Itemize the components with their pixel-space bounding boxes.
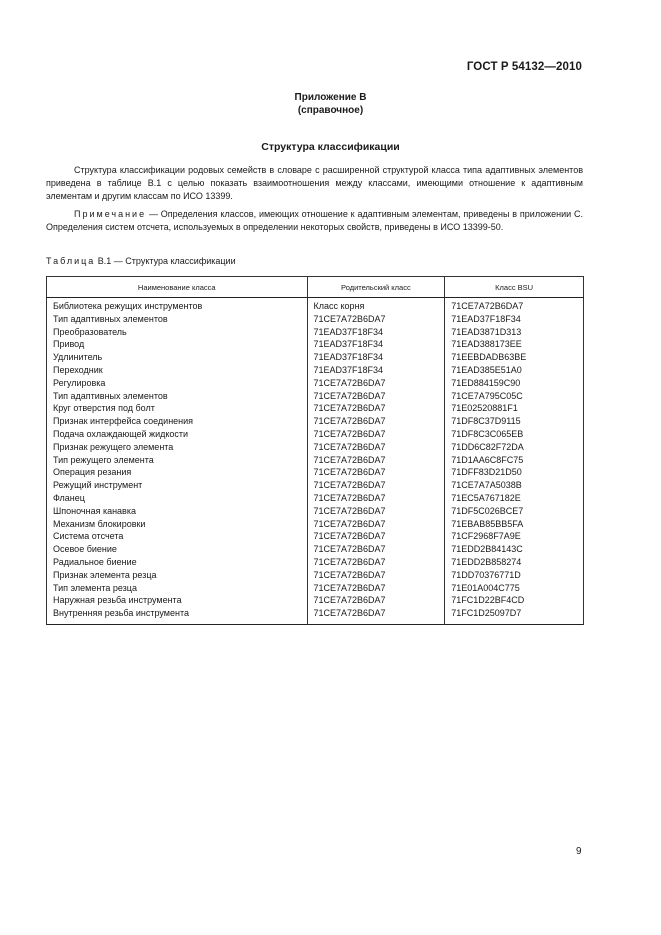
- annex-header: [0, 91, 661, 117]
- cell-parent-class: 71CE7A72B6DA7: [307, 390, 445, 403]
- table-body: [47, 298, 584, 625]
- cell-class-name: Признак интерфейса соединения: [47, 415, 308, 428]
- cell-class-name: Механизм блокировки: [47, 518, 308, 531]
- table-row: [47, 390, 584, 403]
- table-row: [47, 492, 584, 505]
- table-row: [47, 466, 584, 479]
- cell-bsu-class: 71EAD388173EE: [445, 338, 584, 351]
- cell-parent-class: 71CE7A72B6DA7: [307, 492, 445, 505]
- table-caption-label: Таблица: [46, 256, 96, 266]
- cell-class-name: Радиальное биение: [47, 556, 308, 569]
- cell-parent-class: 71EAD37F18F34: [307, 364, 445, 377]
- cell-class-name: Регулировка: [47, 377, 308, 390]
- cell-bsu-class: 71EC5A767182E: [445, 492, 584, 505]
- table-row: [47, 518, 584, 531]
- cell-bsu-class: 71EAD37F18F34: [445, 313, 584, 326]
- cell-parent-class: 71CE7A72B6DA7: [307, 454, 445, 467]
- cell-class-name: Тип режущего элемента: [47, 454, 308, 467]
- classification-table: [46, 276, 584, 625]
- table-header-row: [47, 277, 584, 298]
- table-row: [47, 530, 584, 543]
- cell-class-name: Тип адаптивных элементов: [47, 390, 308, 403]
- cell-class-name: Режущий инструмент: [47, 479, 308, 492]
- cell-bsu-class: 71E01A004C775: [445, 582, 584, 595]
- cell-class-name: Привод: [47, 338, 308, 351]
- cell-parent-class: 71CE7A72B6DA7: [307, 479, 445, 492]
- note-text: — Определения классов, имеющих отношение к адаптивным элементам, приведены в приложении С. Определения систем отсчета, используемых в определении некоторых свойств, приведены в ИСО 13399-50.: [46, 209, 583, 232]
- cell-bsu-class: 71DF5C026BCE7: [445, 505, 584, 518]
- section-heading: Структура классификации: [261, 141, 400, 153]
- cell-class-name: Осевое биение: [47, 543, 308, 556]
- cell-bsu-class: 71EAD385E51A0: [445, 364, 584, 377]
- standard-number: ГОСТ Р 54132—2010: [466, 61, 582, 73]
- cell-class-name: Тип элемента резца: [47, 582, 308, 595]
- cell-bsu-class: 71FC1D22BF4CD: [445, 594, 584, 607]
- table-row: [47, 505, 584, 518]
- cell-class-name: Круг отверстия под болт: [47, 402, 308, 415]
- cell-bsu-class: 71DD70376771D: [445, 569, 584, 582]
- cell-parent-class: 71EAD37F18F34: [307, 351, 445, 364]
- cell-class-name: Преобразователь: [47, 326, 308, 339]
- cell-parent-class: 71CE7A72B6DA7: [307, 415, 445, 428]
- cell-bsu-class: 71E02520881F1: [445, 402, 584, 415]
- cell-parent-class: Класс корня: [307, 298, 445, 313]
- cell-parent-class: 71CE7A72B6DA7: [307, 543, 445, 556]
- header-class-name: Наименование класса: [47, 277, 308, 298]
- table-row: [47, 377, 584, 390]
- cell-parent-class: 71CE7A72B6DA7: [307, 313, 445, 326]
- cell-parent-class: 71CE7A72B6DA7: [307, 505, 445, 518]
- cell-parent-class: 71EAD37F18F34: [307, 326, 445, 339]
- note-label: Примечание: [74, 209, 147, 219]
- cell-parent-class: 71CE7A72B6DA7: [307, 530, 445, 543]
- cell-parent-class: 71CE7A72B6DA7: [307, 594, 445, 607]
- cell-class-name: Тип адаптивных элементов: [47, 313, 308, 326]
- cell-bsu-class: 71EBAB85BB5FA: [445, 518, 584, 531]
- intro-paragraph: Структура классификации родовых семейств в словаре с расширенной структурой класса типа адаптивных элементов приведена в таблице В.1 с целью показать взаимоотношения между классами, имеющими отношение к адаптивным элементам и другим классам по ИСО 13399.: [46, 165, 583, 201]
- table-caption: [46, 256, 236, 266]
- cell-class-name: Библиотека режущих инструментов: [47, 298, 308, 313]
- table-row: [47, 326, 584, 339]
- cell-parent-class: 71CE7A72B6DA7: [307, 556, 445, 569]
- table-row: [47, 569, 584, 582]
- cell-bsu-class: 71CE7A795C05C: [445, 390, 584, 403]
- cell-class-name: Фланец: [47, 492, 308, 505]
- cell-bsu-class: 71DF8C37D9115: [445, 415, 584, 428]
- cell-class-name: Внутренняя резьба инструмента: [47, 607, 308, 624]
- cell-bsu-class: 71FC1D25097D7: [445, 607, 584, 624]
- page-number: 9: [576, 846, 582, 857]
- table-row: [47, 351, 584, 364]
- cell-parent-class: 71CE7A72B6DA7: [307, 441, 445, 454]
- cell-parent-class: 71CE7A72B6DA7: [307, 518, 445, 531]
- cell-class-name: Наружная резьба инструмента: [47, 594, 308, 607]
- table-row: [47, 479, 584, 492]
- header-parent-class: Родительский класс: [307, 277, 445, 298]
- table-row: [47, 441, 584, 454]
- cell-parent-class: 71CE7A72B6DA7: [307, 428, 445, 441]
- table-row: [47, 543, 584, 556]
- table-row: [47, 402, 584, 415]
- cell-bsu-class: 71EAD3871D313: [445, 326, 584, 339]
- cell-bsu-class: 71DF8C3C065EB: [445, 428, 584, 441]
- cell-class-name: Подача охлаждающей жидкости: [47, 428, 308, 441]
- cell-class-name: Шпоночная канавка: [47, 505, 308, 518]
- table-row: [47, 298, 584, 313]
- cell-class-name: Система отсчета: [47, 530, 308, 543]
- table-caption-text: В.1 — Структура классификации: [95, 256, 236, 266]
- note-paragraph: [46, 208, 583, 234]
- header-bsu-class: Класс BSU: [445, 277, 584, 298]
- annex-subtitle: (справочное): [297, 105, 364, 116]
- cell-parent-class: 71CE7A72B6DA7: [307, 607, 445, 624]
- annex-title: Приложение В: [294, 92, 367, 103]
- cell-parent-class: 71CE7A72B6DA7: [307, 377, 445, 390]
- cell-bsu-class: 71EDD2B858274: [445, 556, 584, 569]
- cell-parent-class: 71CE7A72B6DA7: [307, 582, 445, 595]
- cell-parent-class: 71EAD37F18F34: [307, 338, 445, 351]
- table-row: [47, 313, 584, 326]
- cell-class-name: Признак элемента резца: [47, 569, 308, 582]
- cell-bsu-class: 71EDD2B84143C: [445, 543, 584, 556]
- cell-bsu-class: 71CE7A7A5038B: [445, 479, 584, 492]
- cell-bsu-class: 71EEBDADB63BE: [445, 351, 584, 364]
- table-row: [47, 338, 584, 351]
- cell-class-name: Переходник: [47, 364, 308, 377]
- cell-bsu-class: 71CF2968F7A9E: [445, 530, 584, 543]
- table-row: [47, 582, 584, 595]
- cell-bsu-class: 71DFF83D21D50: [445, 466, 584, 479]
- cell-parent-class: 71CE7A72B6DA7: [307, 402, 445, 415]
- table-row: [47, 415, 584, 428]
- cell-class-name: Операция резания: [47, 466, 308, 479]
- cell-parent-class: 71CE7A72B6DA7: [307, 569, 445, 582]
- table-row: [47, 607, 584, 624]
- cell-class-name: Признак режущего элемента: [47, 441, 308, 454]
- cell-bsu-class: 71CE7A72B6DA7: [445, 298, 584, 313]
- cell-bsu-class: 71ED884159C90: [445, 377, 584, 390]
- cell-bsu-class: 71DD6C82F72DA: [445, 441, 584, 454]
- table-row: [47, 364, 584, 377]
- table-row: [47, 594, 584, 607]
- table-row: [47, 428, 584, 441]
- table-row: [47, 454, 584, 467]
- cell-bsu-class: 71D1AA6C8FC75: [445, 454, 584, 467]
- table-row: [47, 556, 584, 569]
- cell-parent-class: 71CE7A72B6DA7: [307, 466, 445, 479]
- cell-class-name: Удлинитель: [47, 351, 308, 364]
